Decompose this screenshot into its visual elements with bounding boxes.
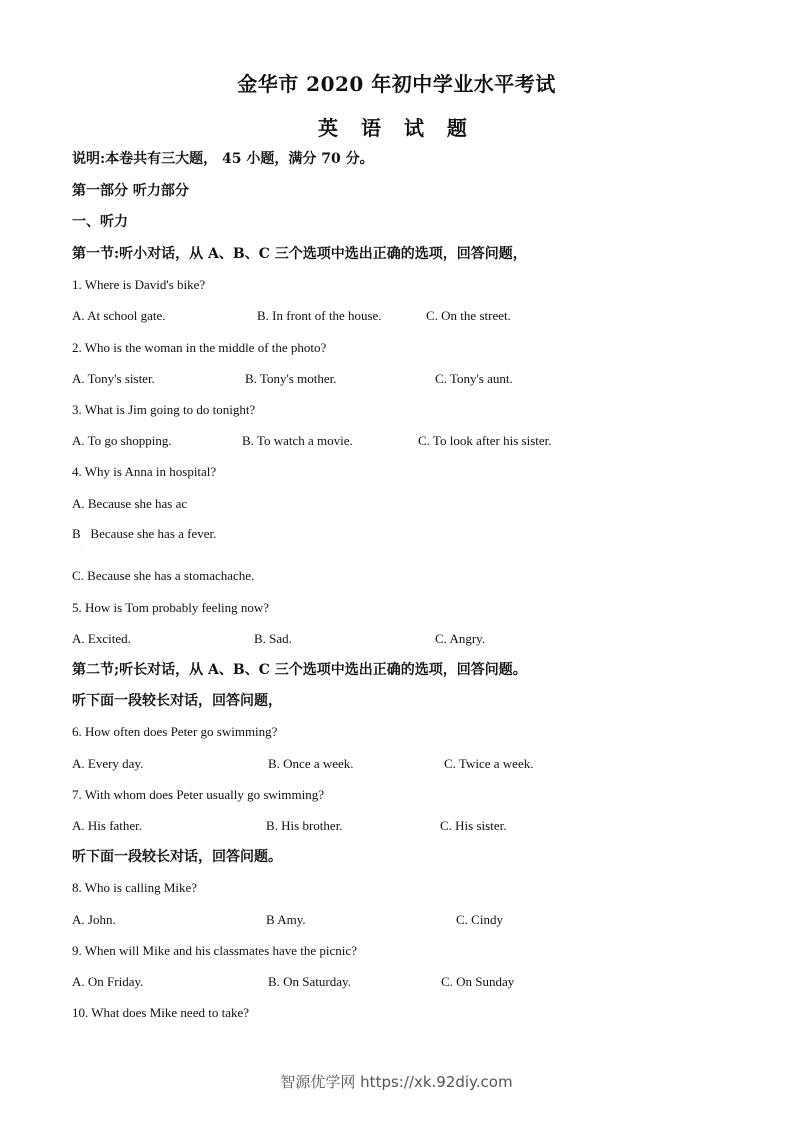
q3-option-c: C. To look after his sister. xyxy=(418,433,552,448)
q6-option-b: B. Once a week. xyxy=(268,756,354,771)
q9-option-b: B. On Saturday. xyxy=(268,974,351,989)
part-heading: 第一部分 听力部分 xyxy=(72,183,189,199)
exam-note: 说明:本卷共有三大题， 45 小题，满分 70 分。 xyxy=(72,151,374,167)
question-10: 10. What does Mike need to take? xyxy=(72,1005,250,1020)
question-1: 1. Where is David's bike? xyxy=(72,277,206,292)
q7-option-c: C. His sister. xyxy=(440,818,507,833)
section2-sub1: 听下面一段较长对话，回答问题， xyxy=(72,693,282,709)
section1-instruction: 第一节:听小对话，从 A、B、C 三个选项中选出正确的选项，回答问题， xyxy=(72,246,527,262)
q7-option-b: B. His brother. xyxy=(266,818,343,833)
section2-sub2: 听下面一段较长对话，回答问题。 xyxy=(72,849,282,865)
section2-instruction: 第二节;听长对话，从 A、B、C 三个选项中选出正确的选项，回答问题。 xyxy=(72,662,527,678)
q9-option-a: A. On Friday. xyxy=(72,974,144,989)
q6-option-a: A. Every day. xyxy=(72,756,144,771)
q8-option-b: B Amy. xyxy=(266,912,306,927)
question-7: 7. With whom does Peter usually go swimming? xyxy=(72,787,324,802)
question-9: 9. When will Mike and his classmates have the picnic? xyxy=(72,943,357,958)
question-6: 6. How often does Peter go swimming? xyxy=(72,724,278,739)
q4-option-b: B Because she has a fever. xyxy=(72,526,217,541)
q3-option-a: A. To go shopping. xyxy=(72,433,172,448)
q4-option-c: C. Because she has a stomachache. xyxy=(72,568,255,583)
section-heading: 一、听力 xyxy=(72,214,128,230)
q2-option-c: C. Tony's aunt. xyxy=(435,371,513,386)
q2-option-a: A. Tony's sister. xyxy=(72,371,155,386)
exam-title: 金华市 2020 年初中学业水平考试 xyxy=(237,72,556,96)
q5-option-a: A. Excited. xyxy=(72,631,131,646)
stray-dot: · xyxy=(82,545,84,551)
q8-option-c: C. Cindy xyxy=(456,912,503,927)
question-4: 4. Why is Anna in hospital? xyxy=(72,464,217,479)
question-5: 5. How is Tom probably feeling now? xyxy=(72,600,270,615)
q6-option-c: C. Twice a week. xyxy=(444,756,534,771)
question-8: 8. Who is calling Mike? xyxy=(72,880,198,895)
q3-option-b: B. To watch a movie. xyxy=(242,433,353,448)
question-3: 3. What is Jim going to do tonight? xyxy=(72,402,256,417)
exam-subtitle: 英 语 试 题 xyxy=(318,116,475,140)
q8-option-a: A. John. xyxy=(72,912,116,927)
q2-option-b: B. Tony's mother. xyxy=(245,371,337,386)
q9-option-c: C. On Sunday xyxy=(441,974,515,989)
watermark: 智源优学网 https://xk.92diy.com xyxy=(280,1073,513,1091)
q1-option-a: A. At school gate. xyxy=(72,308,166,323)
question-2: 2. Who is the woman in the middle of the photo? xyxy=(72,340,327,355)
q4-option-a: A. Because she has ac xyxy=(72,496,188,511)
q5-option-b: B. Sad. xyxy=(254,631,292,646)
q1-option-b: B. In front of the house. xyxy=(257,308,382,323)
q7-option-a: A. His father. xyxy=(72,818,143,833)
q1-option-c: C. On the street. xyxy=(426,308,511,323)
q5-option-c: C. Angry. xyxy=(435,631,486,646)
